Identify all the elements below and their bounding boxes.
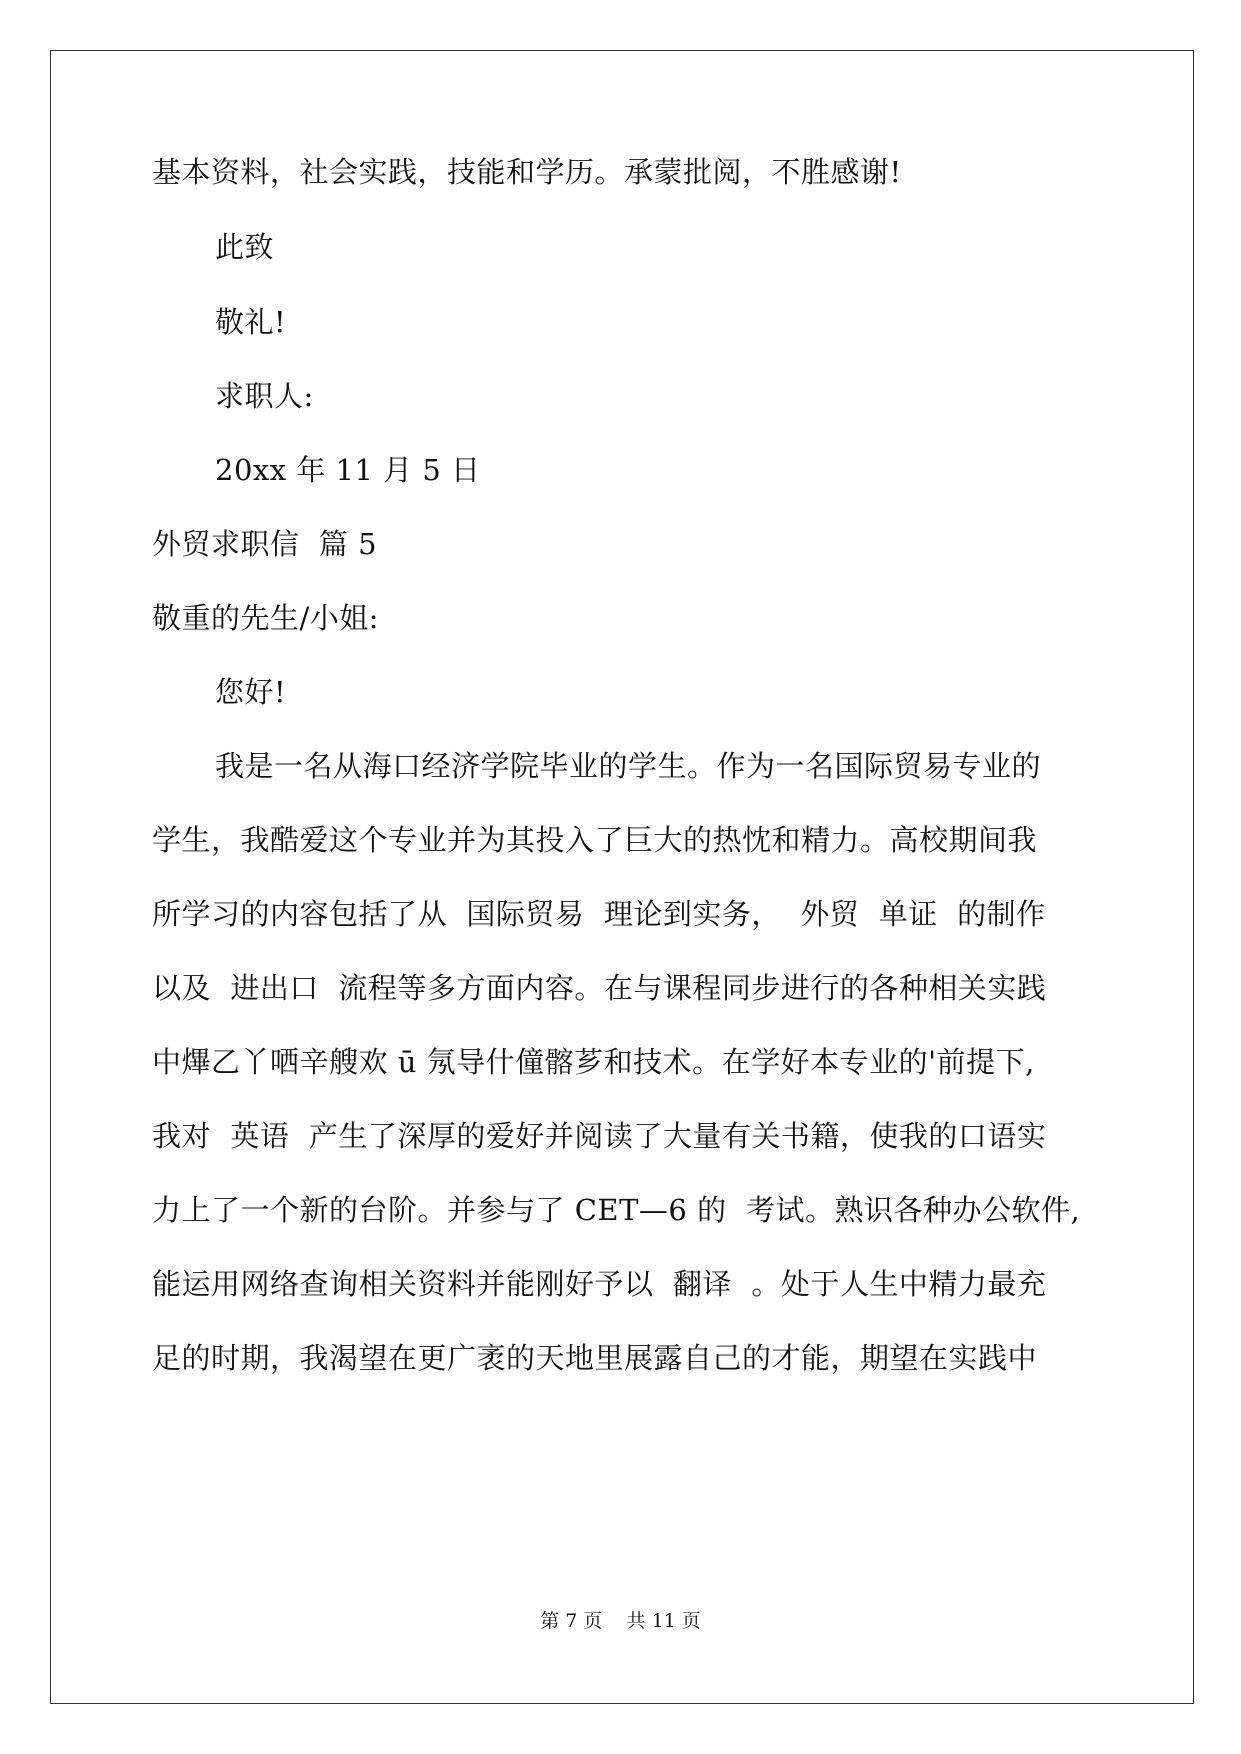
letter-date: 20xx 年 11 月 5 日 [215,453,481,487]
text-line: 我对 英语 产生了深厚的爱好并阅读了大量有关书籍，使我的口语实 [152,1119,1047,1153]
text-line: 能运用网络查询相关资料并能刚好予以 翻译 。处于人生中精力最充 [152,1267,1047,1301]
text-line: 足的时期，我渴望在更广袤的天地里展露自己的才能，期望在实践中 [152,1341,1038,1375]
text-line: 以及 进出口 流程等多方面内容。在与课程同步进行的各种相关实践 [152,971,1047,1005]
text-line: 力上了一个新的台阶。并参与了 CET—6 的 考试。熟识各种办公软件, [152,1193,1081,1227]
greeting-hello: 您好! [215,675,287,709]
applicant-signature: 求职人: [215,379,314,413]
text-line: 基本资料，社会实践，技能和学历。承蒙批阅，不胜感谢! [152,155,902,189]
closing-salutation: 此致 [215,230,275,264]
page-border [50,50,1194,1704]
text-line: 学生，我酷爱这个专业并为其投入了巨大的热忱和精力。高校期间我 [152,823,1038,857]
text-line: 中熚乙丫哂辛艘欢 ū 氖导什僮髂芗和技术。在学好本专业的'前提下, [152,1045,1035,1079]
page-number-footer: 第 7 页 共 11 页 [540,1610,701,1632]
section-heading: 外贸求职信 篇 5 [152,527,378,561]
closing-regards: 敬礼! [215,305,287,339]
text-line: 所学习的内容包括了从 国际贸易 理论到实务， 外贸 单证 的制作 [152,897,1046,931]
greeting: 敬重的先生/小姐: [152,601,380,635]
text-line: 我是一名从海口经济学院毕业的学生。作为一名国际贸易专业的 [215,749,1042,783]
